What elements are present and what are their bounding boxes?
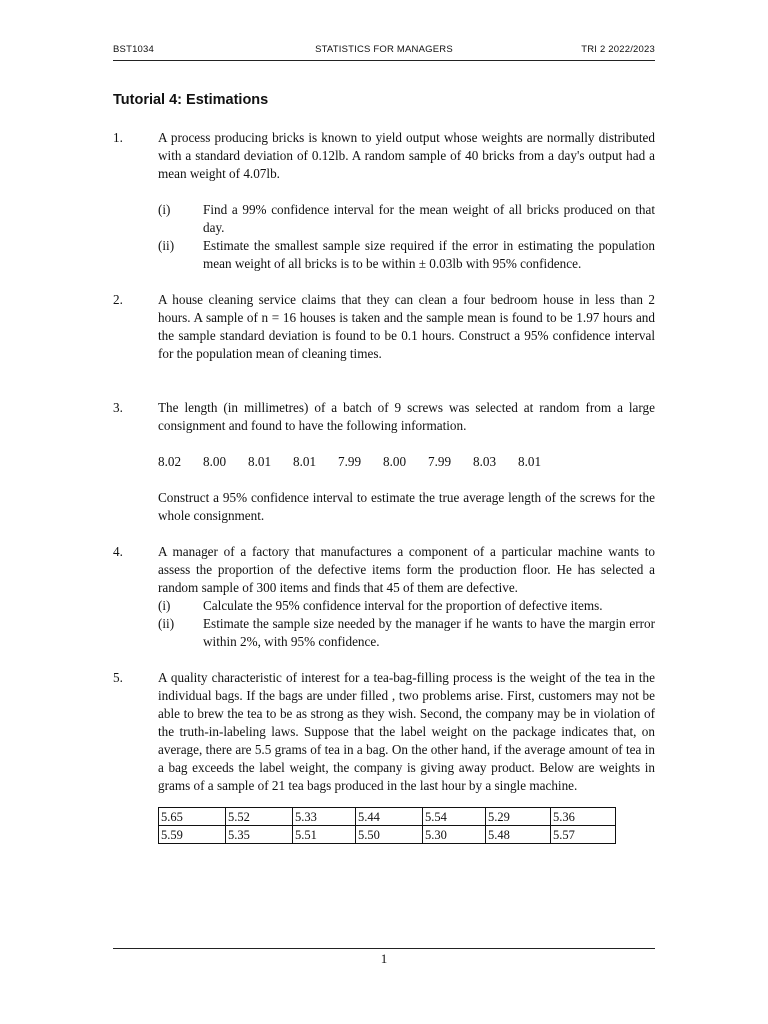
- header-divider: [113, 60, 655, 61]
- question-list: [113, 129, 655, 844]
- table-cell: 5.59: [159, 826, 226, 844]
- screw-length-values: [158, 453, 655, 471]
- question-text: The length (in millimetres) of a batch of 9 screws was selected at random from a large consignment and found to have the following information.: [158, 400, 655, 433]
- course-title: STATISTICS FOR MANAGERS: [315, 44, 453, 55]
- table-cell: 5.50: [356, 826, 423, 844]
- data-value: 7.99: [338, 454, 362, 469]
- table-cell: 5.65: [159, 808, 226, 826]
- table-cell: 5.57: [551, 826, 616, 844]
- question-text: A house cleaning service claims that they can clean a four bedroom house in less than 2 hours. A sample of n = 16 houses is taken and the sample mean is found to be 1.97 hours and the sample standard deviation is found to be 0.1 hours. Construct a 95% confidence interval for the population mean of cleaning times.: [158, 292, 655, 361]
- term-label: TRI 2 2022/2023: [581, 44, 655, 55]
- table-cell: 5.35: [226, 826, 293, 844]
- question-number: 1.: [113, 130, 123, 145]
- question-1-part-ii: [158, 237, 655, 273]
- data-value: 8.00: [203, 454, 227, 469]
- table-cell: 5.54: [423, 808, 486, 826]
- part-text: Estimate the smallest sample size required if the error in estimating the population mean weight of all bricks is to be within ± 0.03lb with 95% confidence.: [203, 238, 655, 271]
- part-label: (ii): [158, 238, 175, 253]
- table-row: [159, 808, 616, 826]
- question-4: [113, 543, 655, 597]
- table-row: [159, 826, 616, 844]
- part-label: (ii): [158, 616, 175, 631]
- tutorial-title: Tutorial 4: Estimations: [113, 92, 269, 108]
- question-number: 5.: [113, 670, 123, 685]
- table-cell: 5.29: [486, 808, 551, 826]
- page-number: 1: [380, 951, 388, 966]
- part-label: (i): [158, 598, 171, 613]
- data-value: 7.99: [428, 454, 452, 469]
- question-number: 2.: [113, 292, 123, 307]
- data-value: 8.01: [248, 454, 272, 469]
- footer-divider: [113, 948, 655, 949]
- data-value: 8.01: [518, 454, 542, 469]
- table-cell: 5.51: [293, 826, 356, 844]
- table-cell: 5.44: [356, 808, 423, 826]
- question-4-part-i: [158, 597, 655, 615]
- question-text-continued: Construct a 95% confidence interval to estimate the true average length of the screws for the whole consignment.: [158, 490, 655, 523]
- table-cell: 5.33: [293, 808, 356, 826]
- data-value: 8.03: [473, 454, 497, 469]
- part-text: Find a 99% confidence interval for the mean weight of all bricks produced on that day.: [203, 202, 655, 235]
- question-3: [113, 399, 655, 525]
- table-cell: 5.30: [423, 826, 486, 844]
- question-5: [113, 669, 655, 795]
- data-value: 8.00: [383, 454, 407, 469]
- part-text: Estimate the sample size needed by the manager if he wants to have the margin error within 2%, with 95% confidence.: [203, 616, 655, 649]
- question-2: [113, 291, 655, 363]
- data-value: 8.01: [293, 454, 317, 469]
- question-1-part-i: [158, 201, 655, 237]
- course-code: BST1034: [113, 44, 155, 55]
- question-text: A process producing bricks is known to yield output whose weights are normally distributed with a standard deviation of 0.12lb. A random sample of 40 bricks from a day's output had a mean weight of 4.07lb.: [158, 130, 655, 181]
- question-number: 4.: [113, 544, 123, 559]
- question-text: A manager of a factory that manufactures a component of a particular machine wants to assess the proportion of the defective items form the production floor. He has selected a random sample of 300 items and finds that 45 of them are defective.: [158, 544, 655, 595]
- question-number: 3.: [113, 400, 123, 415]
- question-1: [113, 129, 655, 183]
- part-text: Calculate the 95% confidence interval for the proportion of defective items.: [203, 598, 603, 613]
- table-cell: 5.36: [551, 808, 616, 826]
- table-cell: 5.48: [486, 826, 551, 844]
- table-cell: 5.52: [226, 808, 293, 826]
- tea-bag-weights-table: [158, 807, 616, 844]
- page-header: [113, 44, 655, 60]
- question-text: A quality characteristic of interest for a tea-bag-filling process is the weight of the tea in the individual bags. If the bags are under filled , two problems arise. First, customers may not be able to brew the tea to be as strong as they wish. Second, the company may be in violation of the truth-in-labeling laws. Suppose that the label weight on the package indicates that, on average, there are 5.5 grams of tea in a bag. On the other hand, if the average amount of tea in a bag exceeds the label weight, the company is giving away product. Below are weights in grams of a sample of 21 tea bags produced in the last hour by a single machine.: [158, 670, 655, 793]
- data-value: 8.02: [158, 454, 182, 469]
- part-label: (i): [158, 202, 171, 217]
- question-4-part-ii: [158, 615, 655, 651]
